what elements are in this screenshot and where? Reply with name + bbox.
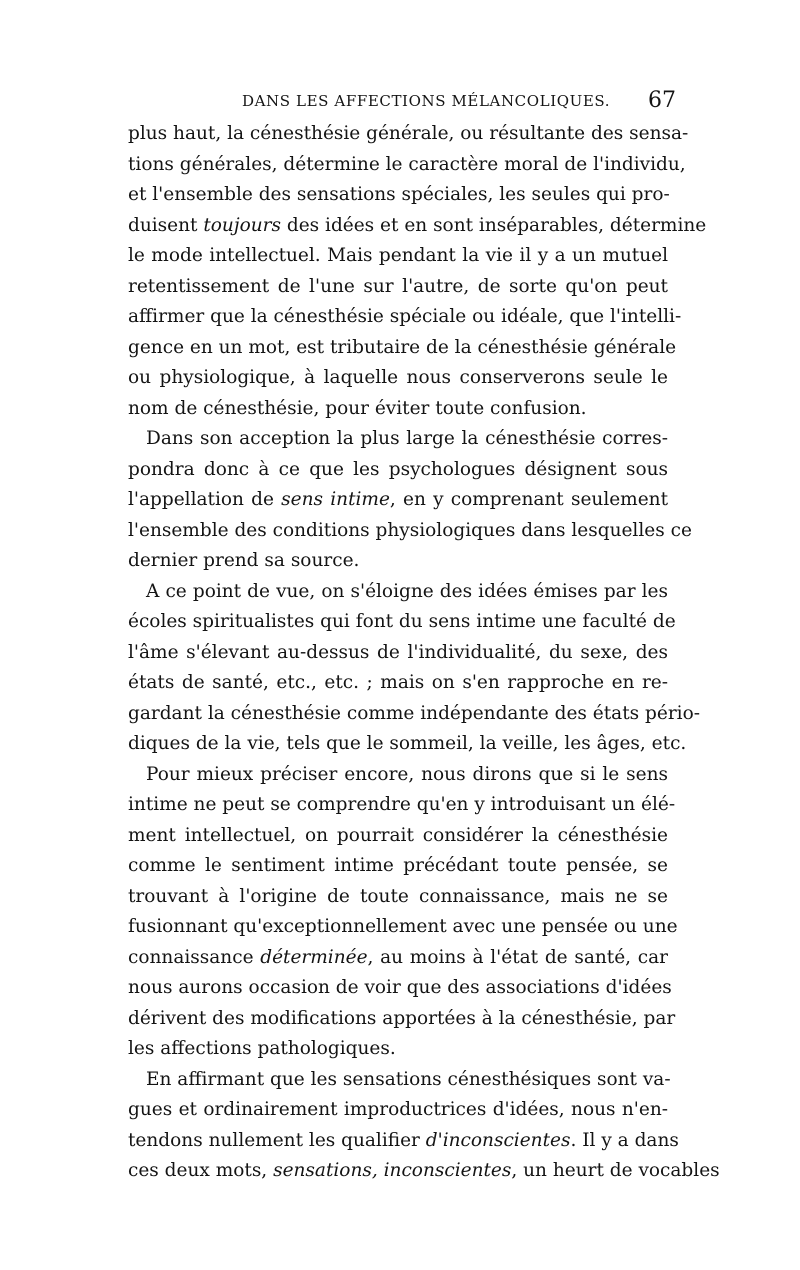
- text-line: [128, 1065, 671, 1096]
- text-line: [128, 180, 668, 211]
- text-line: [128, 1034, 668, 1065]
- text-segment: . Il y a dans: [570, 1129, 679, 1151]
- text-segment: tendons nullement les qualifier: [128, 1129, 426, 1151]
- text-segment: gardant la cénesthésie comme indépendante des états pério-: [128, 702, 700, 724]
- text-segment: intime ne peut se comprendre qu'en y introduisant un élé-: [128, 794, 676, 815]
- text-line: [128, 302, 682, 333]
- running-title: DANS LES AFFECTIONS MÉLANCOLIQUES.: [242, 92, 611, 110]
- body-text: [128, 119, 720, 1187]
- text-segment: En affirmant que les sensations cénesthésiques sont va-: [146, 1068, 671, 1090]
- text-line: [128, 760, 668, 791]
- text-line: [128, 577, 668, 608]
- text-segment: sens intime: [281, 489, 390, 510]
- text-segment: trouvant à l'origine de toute connaissance, mais ne se: [128, 885, 668, 907]
- text-segment: dernier prend sa source.: [128, 550, 360, 571]
- text-line: [128, 485, 668, 516]
- text-segment: l'ensemble des conditions physiologiques dans lesquelles ce: [128, 519, 692, 541]
- text-segment: le mode intellectuel. Mais pendant la vie il y a un mutuel: [128, 245, 668, 266]
- text-line: [128, 912, 678, 943]
- text-line: [128, 455, 668, 486]
- text-segment: duisent: [128, 214, 204, 236]
- text-line: [128, 211, 707, 242]
- text-line: [128, 821, 668, 852]
- text-line: [128, 668, 668, 699]
- text-segment: nous aurons occasion de voir que des associations d'idées: [128, 977, 672, 998]
- text-segment: , un heurt de vocables: [511, 1160, 720, 1181]
- text-segment: affirmer que la cénesthésie spéciale ou idéale, que l'intelli-: [128, 306, 682, 327]
- text-segment: retentissement de l'une sur l'autre, de sorte qu'on peut: [128, 275, 668, 297]
- text-segment: états de santé, etc., etc. ; mais on s'en rapproche en re-: [128, 672, 668, 693]
- text-line: [128, 790, 676, 821]
- text-line: [128, 516, 692, 547]
- text-line: [128, 607, 676, 638]
- text-segment: , en y comprenant seulement: [389, 489, 669, 510]
- text-segment: sensations, inconscientes: [273, 1160, 512, 1181]
- text-segment: nom de cénesthésie, pour éviter toute confusion.: [128, 397, 587, 419]
- text-segment: pondra donc à ce que les psychologues désignent sous: [128, 458, 668, 480]
- text-segment: les affections pathologiques.: [128, 1038, 396, 1059]
- text-segment: , au moins à l'état de santé, car: [367, 946, 668, 968]
- text-segment: gence en un mot, est tributaire de la cénesthésie générale: [128, 336, 677, 358]
- text-line: [128, 943, 668, 974]
- text-line: [128, 150, 686, 181]
- text-segment: comme le sentiment intime précédant toute pensée, se: [128, 855, 668, 876]
- text-segment: ou physiologique, à laquelle nous conserverons seule le: [128, 367, 668, 388]
- text-segment: fusionnant qu'exceptionnellement avec une pensée ou une: [128, 916, 678, 937]
- text-segment: dérivent des modifications apportées à la cénesthésie, par: [128, 1007, 676, 1029]
- text-line: [128, 851, 668, 882]
- text-line: [128, 363, 668, 394]
- text-line: [128, 729, 687, 760]
- text-segment: tions générales, détermine le caractère moral de l'individu,: [128, 153, 686, 175]
- page-number: 67: [648, 88, 676, 113]
- text-segment: diques de la vie, tels que le sommeil, la veille, les âges, etc.: [128, 733, 687, 754]
- text-line: [128, 1095, 668, 1126]
- text-segment: l'appellation de: [128, 489, 282, 510]
- text-segment: ment intellectuel, on pourrait considérer la cénesthésie: [128, 824, 668, 846]
- text-line: [128, 882, 668, 913]
- text-segment: écoles spiritualistes qui font du sens intime une faculté de: [128, 611, 676, 632]
- text-segment: plus haut, la cénesthésie générale, ou résultante des sensa-: [128, 123, 689, 144]
- text-line: [128, 272, 668, 303]
- text-line: [128, 119, 689, 150]
- text-segment: A ce point de vue, on s'éloigne des idées émises par les: [146, 580, 668, 602]
- text-segment: et l'ensemble des sensations spéciales, les seules qui pro-: [128, 184, 670, 205]
- text-line: [128, 546, 668, 577]
- text-line: [128, 1156, 720, 1187]
- text-line: [128, 638, 668, 669]
- text-segment: d'inconscientes: [425, 1129, 571, 1151]
- text-segment: des idées et en sont inséparables, détermine: [280, 214, 707, 236]
- text-line: [128, 424, 668, 455]
- text-line: [128, 333, 677, 364]
- text-segment: toujours: [203, 214, 281, 236]
- text-segment: ces deux mots,: [128, 1160, 274, 1181]
- text-line: [128, 394, 668, 425]
- text-line: [128, 1126, 679, 1157]
- text-segment: déterminée: [260, 946, 368, 968]
- text-segment: connaissance: [128, 946, 261, 968]
- text-line: [128, 1004, 676, 1035]
- page-header: [150, 88, 676, 118]
- text-segment: Dans son acception la plus large la cénesthésie corres-: [146, 428, 668, 449]
- text-segment: gues et ordinairement improductrices d'idées, nous n'en-: [128, 1099, 668, 1120]
- text-line: [128, 241, 668, 272]
- text-segment: l'âme s'élevant au-dessus de l'individualité, du sexe, des: [128, 641, 668, 663]
- text-segment: Pour mieux préciser encore, nous dirons que si le sens: [146, 763, 668, 785]
- text-line: [128, 699, 700, 730]
- text-line: [128, 973, 672, 1004]
